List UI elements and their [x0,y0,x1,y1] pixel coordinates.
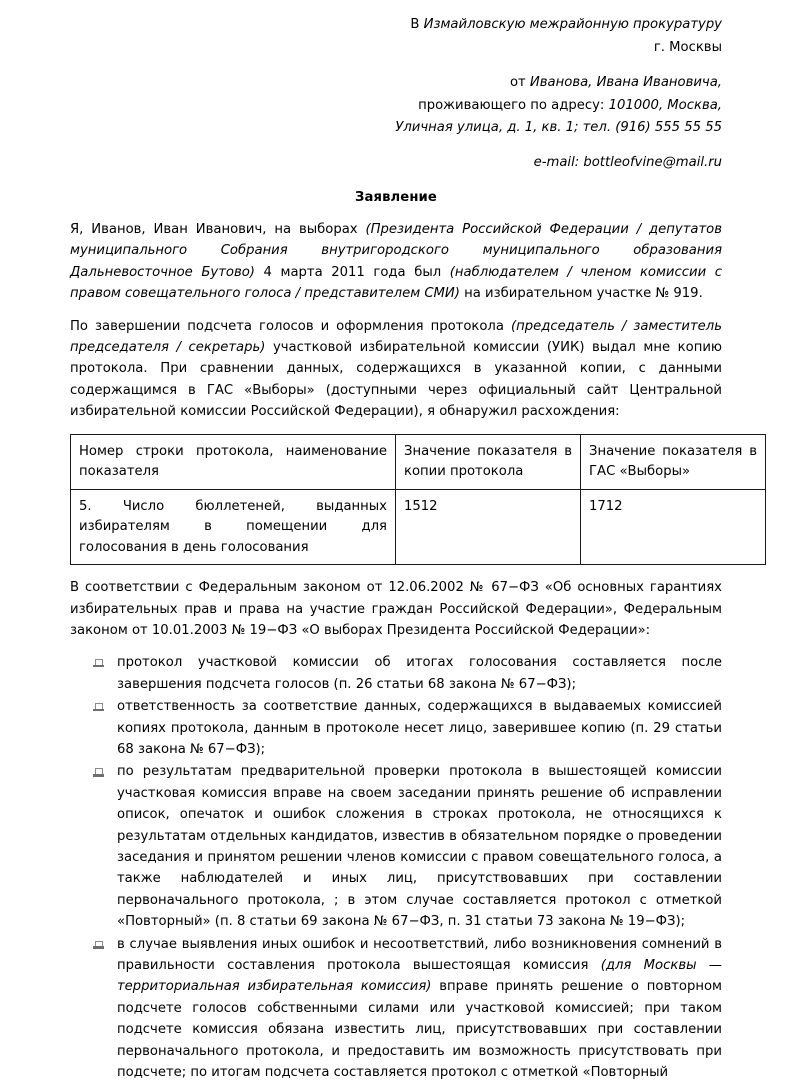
sender-address-prefix: проживающего по адресу: [418,97,609,113]
table-header-indicator: Номер строки протокола, наименование показателя [71,434,396,489]
table-row [71,489,766,565]
p2-seg1: По завершении подсчета голосов и оформления протокола [70,318,511,334]
sender-name: Иванова, Ивана Ивановича, [529,75,722,90]
table-cell-indicator: 5. Число бюллетеней, выданных избирателям в помещении для голосования в день голосования [71,489,396,565]
list-item-option-commission: (для Москвы — территориальная избирательная комиссия) [117,958,722,995]
addressee-recipient-prefix: В [410,17,424,32]
discrepancy-table [70,434,766,566]
table-header-copy-value: Значение показателя в копии протокола [396,434,581,489]
list-item [70,934,722,1084]
table-header-gas-value: Значение показателя в ГАС «Выборы» [581,434,766,489]
sender-name-line [70,72,722,95]
sender-email: e-mail: bottleofvine@mail.ru [533,154,722,170]
paragraph-protocol-comparison [70,316,722,423]
list-item-text: протокол участковой комиссии об итогах голосования составляется после завершения подсчета голосов (п. 26 статьи 68 закона № 67−ФЗ); [117,655,722,692]
table-header-row [71,434,766,489]
table-cell-copy-value: 1512 [396,489,581,565]
list-item-text-seg1: в случае выявления иных ошибок и несоответствий, либо возникновения сомнений в правильности составления протокола вышестоящая комиссия [117,936,722,974]
list-item-text-seg2: вправе принять решение о повторном подсчете голосов собственными силами или участковой комиссией; при таком подсчете комиссия обязана известить лиц, присутствовавших при составлении первоначального протокола, и предоставить им возможность присутствовать при подсчете; по итогам подсчета составляется протокол с отметкой «Повторный [117,979,722,1081]
addressee-city: г. Москвы [653,39,722,55]
addressee-recipient-name: Измайловскую межрайонную прокуратуру [423,17,722,32]
legal-provisions-list [70,652,722,1083]
box-bullet-icon [93,768,104,777]
list-item-text: ответственность за соответствие данных, содержащихся в выдаваемых комиссией копиях протокола, данным в протоколе несет лицо, заверившее копию (п. 29 статьи 68 закона № 67−ФЗ); [117,699,722,757]
list-item-text: по результатам предварительной проверки протокола в вышестоящей комиссии участковая комиссия вправе на своем заседании принять решение об исправлении описок, опечаток и ошибок сложения в строках протокола, не относящихся к результатам отдельных кандидатов, известив в обязательном порядке о проведении заседания и принятом решении членов комиссии с правом совещательного голоса, а также наблюдателей и иных лиц, присутствовавших при составлении первоначального протокола, ; в этом случае составляется протокол с отметкой «Повторный» (п. 8 статьи 69 закона № 67−ФЗ, п. 31 статьи 73 закона № 19−ФЗ); [117,764,722,930]
p2-seg2: участковой избирательной комиссии (УИК) выдал мне копию протокола. При сравнении данных, содержащихся в указанной копии, с данными содержащимся в ГАС «Выборы» (доступными через официальный сайт Центральной избирательной комиссии Российской Федерации), я обнаружил расхождения: [70,340,722,420]
list-item [70,696,722,760]
list-item [70,652,722,695]
table-cell-gas-value: 1712 [581,489,766,565]
spacer [70,140,722,152]
page-title: Заявление [355,190,437,205]
spacer [70,59,722,72]
addressee-block [70,14,722,174]
addressee-recipient-line [70,14,722,37]
p2-option-official: (председатель / заместитель председателя / секретарь) [70,318,722,356]
paragraph-legal-basis: В соответствии с Федеральным законом от 12.06.2002 № 67−ФЗ «Об основных гарантиях избирательных прав и права на участие граждан Российской Федерации», Федеральным законом от 10.01.2003 № 19−ФЗ «О выборах Президента Российской Федерации»: [70,580,722,638]
p1-option-role: (наблюдателем / членом комиссии с правом совещательного голоса / представителем СМИ) [70,264,722,302]
box-bullet-icon [93,703,104,712]
p1-seg3: на избирательном участке № 919. [459,286,703,302]
p1-seg1: Я, Иванов, Иван Иванович, на выборах [70,222,366,237]
sender-address-line [70,95,722,118]
sender-address-city: 101000, Москва, [608,97,722,113]
sender-street-phone: Уличная улица, д. 1, кв. 1; тел. (916) 555 55 55 [395,120,722,135]
p1-option-election-type: (Президента Российской Федерации / депутатов муниципального Собрания внутригородского муниципального образования Дальневосточное Бутово) [70,222,722,280]
paragraph-declaration [70,219,722,305]
box-bullet-icon [93,659,104,668]
list-item [70,761,722,932]
box-bullet-icon [93,941,104,950]
p1-seg2: 4 марта 2011 года был [254,264,450,280]
sender-name-prefix: от [509,75,530,90]
